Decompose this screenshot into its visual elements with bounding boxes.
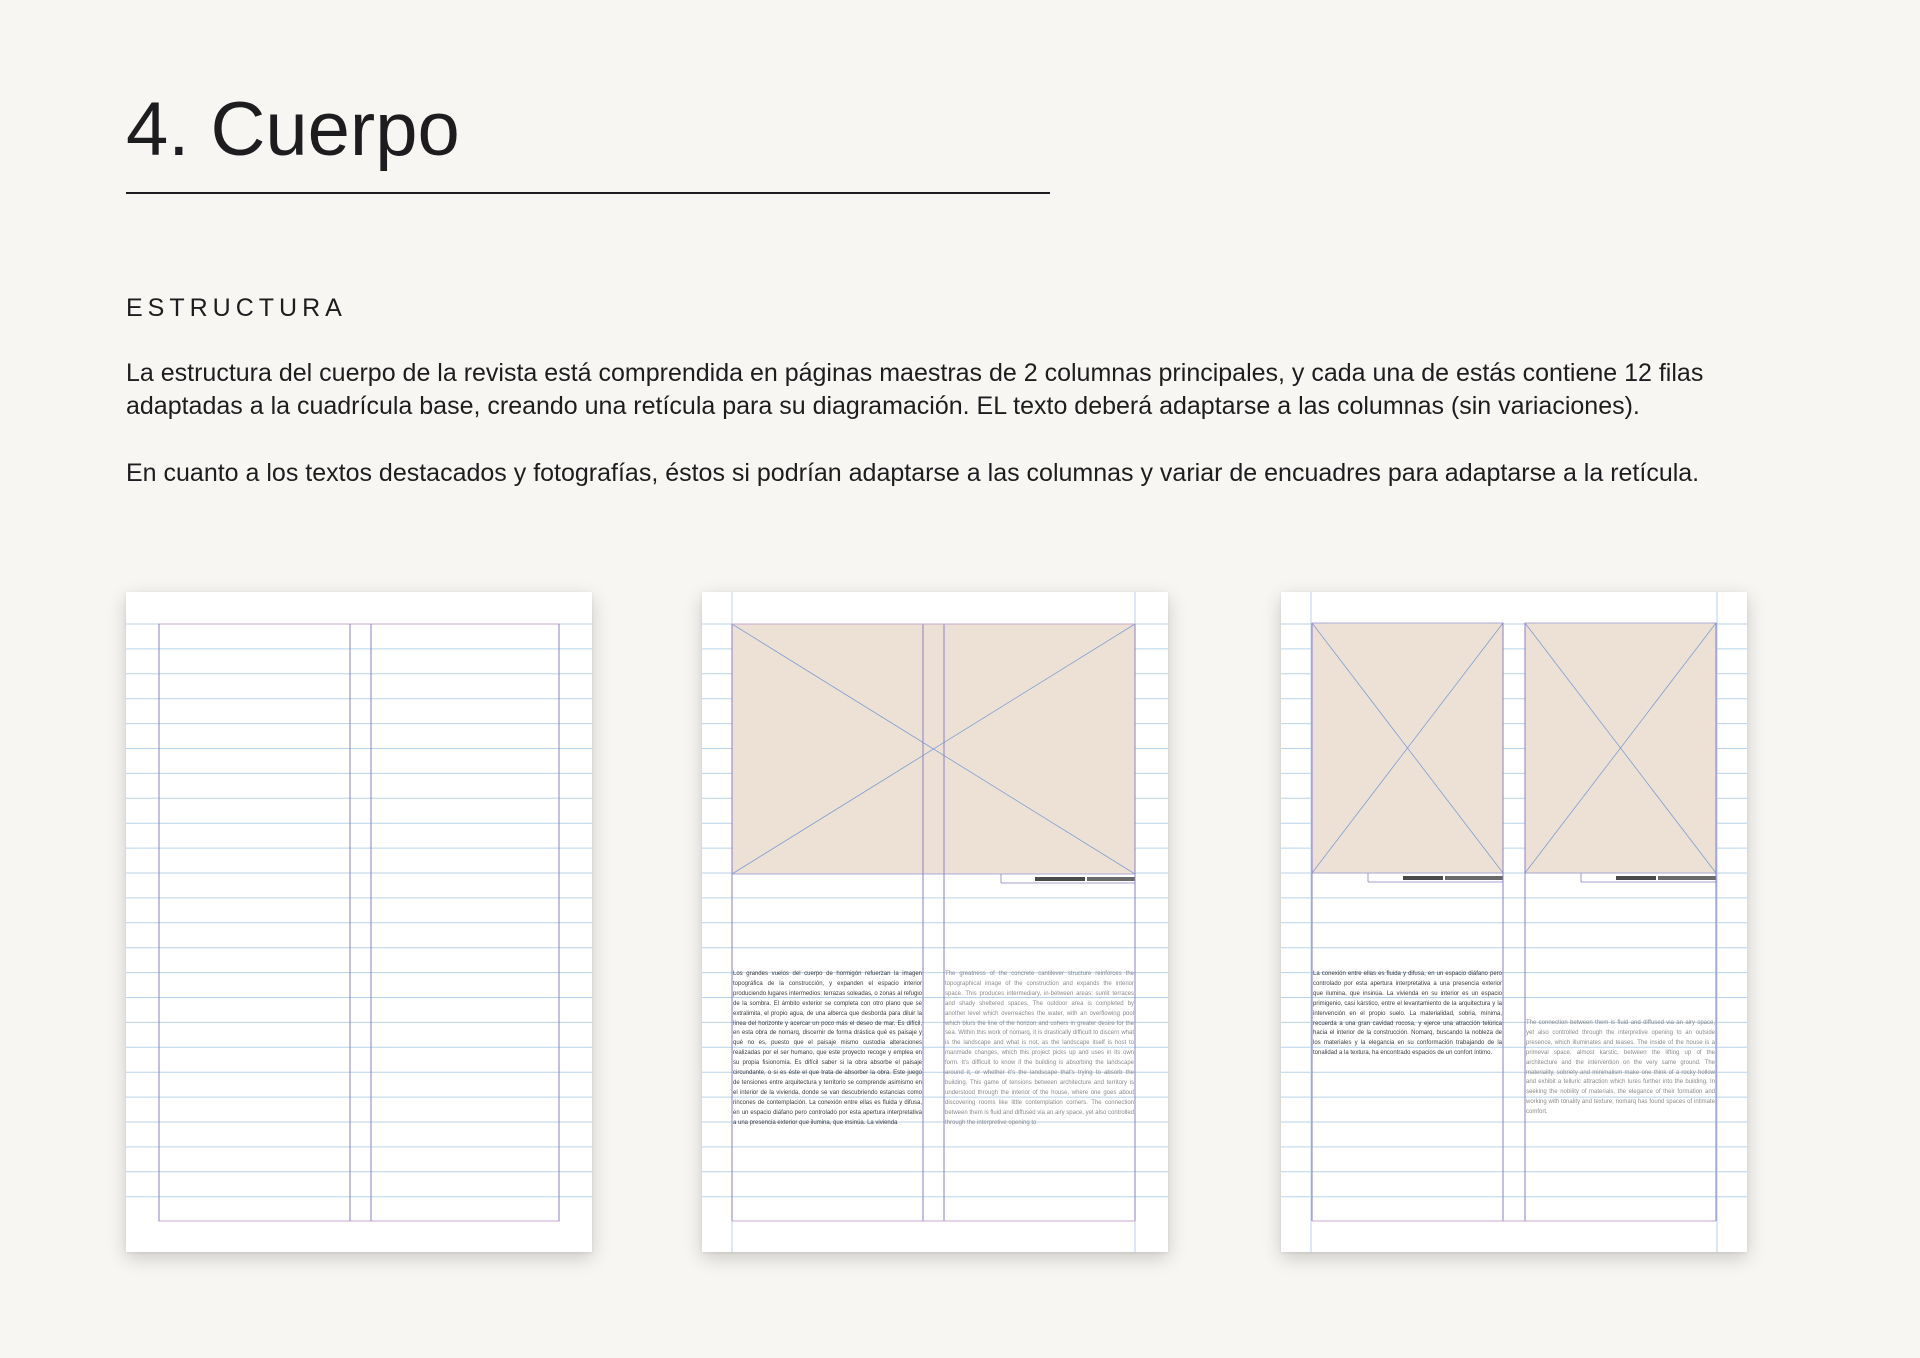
title-underline [126,192,1050,194]
caption-marker-right [1581,873,1716,882]
structure-description: La estructura del cuerpo de la revista está comprendida en páginas maestras de 2 columnas principales, y cada una de estás contiene 12 filas adaptadas a la cuadrícula base, creando una retícula para su diagramación. EL texto deberá adaptarse a las columnas (sin variaciones). [126,359,1704,420]
master-page-column-images [1281,592,1747,1252]
page-title: 4. Cuerpo [126,87,460,172]
highlights-description: En cuanto a los textos destacados y fotografías, éstos si podrían adaptarse a las columnas y variar de encuadres para adaptarse a la retícula. [126,459,1700,487]
caption-marker [1001,874,1135,883]
master-page-wide-image [702,592,1168,1252]
section-label: ESTRUCTURA [126,294,347,322]
master-page-empty-grid [126,592,592,1252]
body-text-spanish: Los grandes vuelos del cuerpo de hormigón refuerzan la imagen topográfica de la construcción, y expanden el espacio interior produciendo lugares intermedios: terrazas soleadas, o zonas al refugio de la sombra. El ámbito exterior se completa con otro plano que se extralimita, el propio agua, de una alberca que desborda para diluir la línea del horizonte y acercar un poco más el deseo de mar. Es difícil, en esta obra de nomarq, discernir de forma drástica qué es paisaje y qué no es, puesto que el paisaje mismo custodia alteraciones realizadas por el ser humano, que este proyecto recoge y emplea en su propia fisionomía. Es difícil saber si la obra absorbe el paisaje circundante, o si es éste el que trata de absorber la obra. Este juego de tensiones entre arquitectura y territorio se comprende asimismo en el interior de la vivienda, donde se van descubriendo estancias como rincones de contemplación. La conexión entre ellas es fluida y difusa, en un espacio diáfano pero controlado por esta apertura interpretativa a una presencia exterior que ilumina, que insinúa. La vivienda [733,971,922,1126]
image-placeholder-wide [732,624,1135,874]
body-text-english: The connection between them is fluid and diffused via an airy space, yet also controlled through the interpretive opening to an outside presence, which illuminates and teases. The inside of the house is a primeval space, almost karstic, between the lifting up of the architecture and the intervention on the very same ground. The materiality, sobriety and minimalism make one think of a rocky hollow and exhibit a telluric attraction which lures further into the building. In seeking the nobility of materials, the elegance of their formation and working with tonality and texture, nomarq has found spaces of intimate comfort. [1526,1020,1715,1116]
image-placeholder-right [1525,623,1716,873]
body-text-spanish: La conexión entre ellas es fluida y difusa, en un espacio diáfano pero controlado por esta apertura interpretativa a una presencia exterior que ilumina, que insinúa. La vivienda en su interior es un espacio primigenio, casi kárstico, entre el levantamiento de la arquitectura y la intervención en el propio suelo. La materialidad, sobria, mínima, recuerda a una gran cavidad rocosa, y ejerce una atracción telúrica hacia el interior de la construcción. Nomarq, buscando la nobleza de los materiales y la elegancia en su conformación trabajando de la tonalidad a la textura, ha encontrado espacios de un confort íntimo. [1313,971,1502,1057]
image-placeholder-left [1312,623,1503,873]
baseline-grid [1281,592,1747,1252]
baseline-grid [126,592,592,1252]
body-text-english: The greatness of the concrete cantilever structure reinforces the topographical image of the construction and expands the interior space. This produces intermediary, in-between areas: sunlit terraces and shady sheltered spaces. The outdoor area is completed by another level which overreaches the water, with an overflowing pool which blurs the line of the horizon and ushers in greater desire for the sea. Within this work of nomarq, it is drastically difficult to discern what is the landscape and what is not, as the landscape itself is host to manmade changes, which this project picks up and uses in its own form. It's difficult to know if the building is absorbing the landscape around it, or whether it's the landscape that's trying to absorb the building. This game of tensions between architecture and territory is understood through the interior of the house, where one goes about discovering rooms like little contemplation corners. The connection between them is fluid and diffused via an airy space, yet also controlled through the interpretive opening to [945,971,1134,1126]
caption-marker-left [1368,873,1503,882]
